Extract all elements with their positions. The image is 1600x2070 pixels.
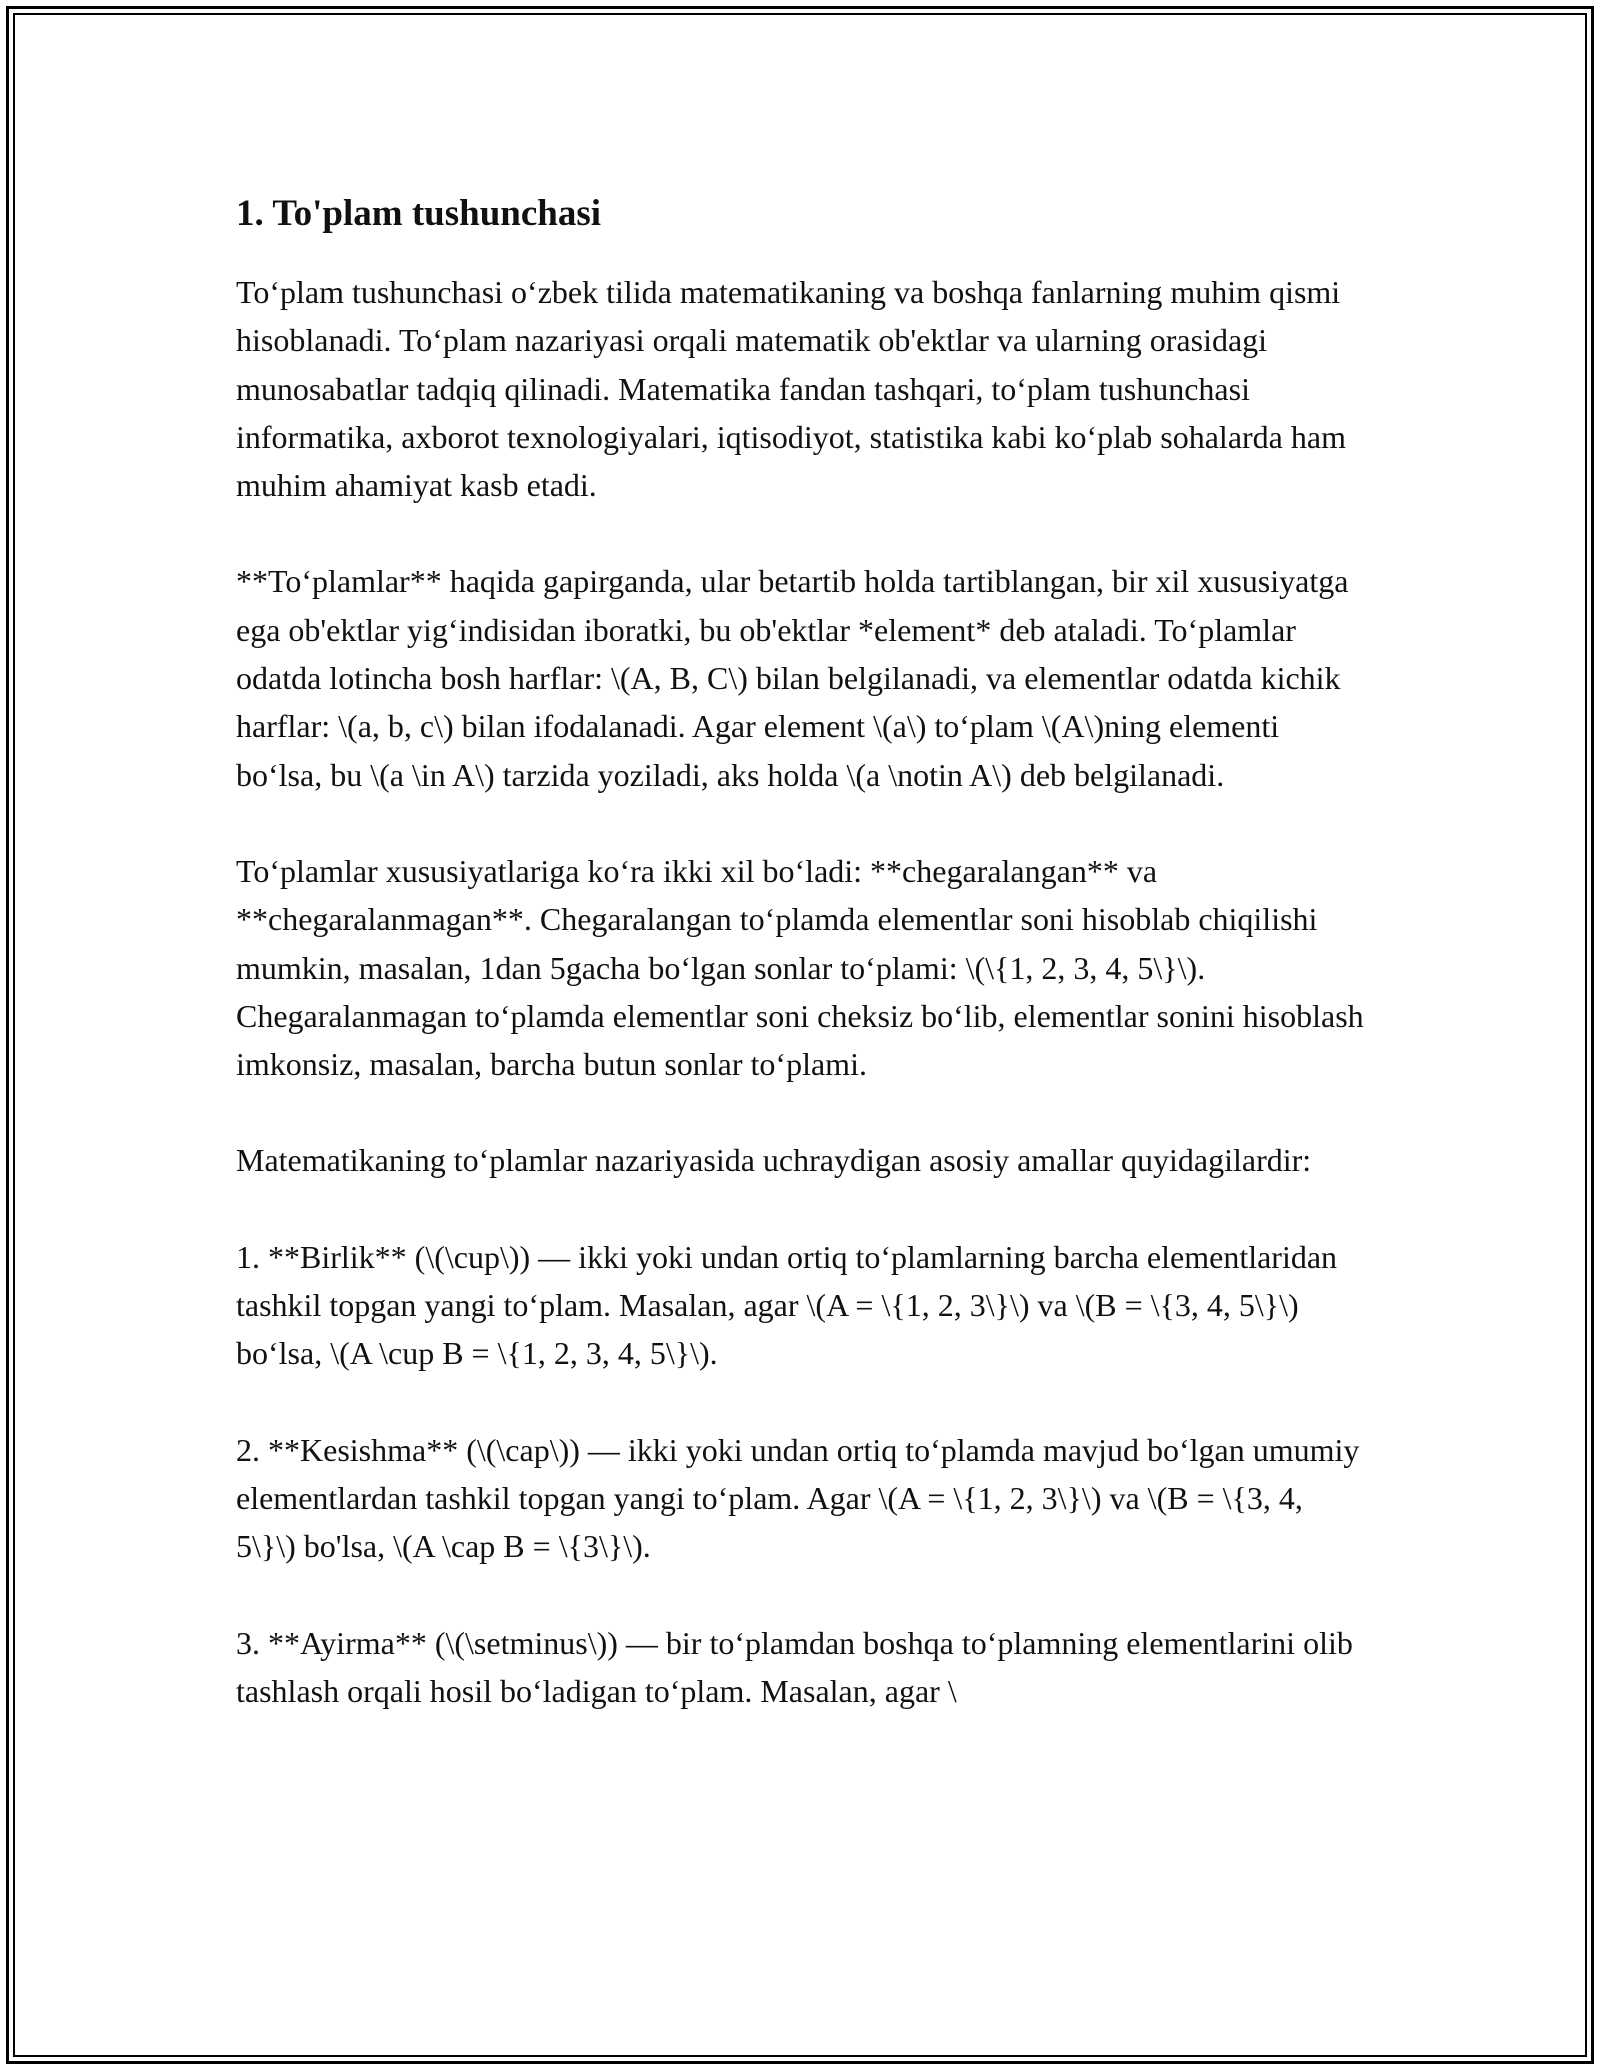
paragraph-definition: **To‘plamlar** haqida gapirganda, ular betartib holda tartiblangan, bir xil xususiyatga ega ob'ektlar yig‘indisidan iboratki, bu ob'ektlar *element* deb ataladi. To‘plamlar odatda lotincha bosh harflar: \(A, B, C\) bilan belgilanadi, va elementlar odatda kichik harflar: \(a, b, c\) bilan ifodalanadi. Agar element \(a\) to‘plam \(A\)ning elementi bo‘lsa, bu \(a \in A\) tarzida yoziladi, aks holda \(a \notin A\) deb belgilanadi. — [236, 563, 1349, 793]
paragraph-intro: To‘plam tushunchasi o‘zbek tilida matematikaning va boshqa fanlarning muhim qismi hisoblanadi. To‘plam nazariyasi orqali matematik ob'ektlar va ularning orasidagi munosabatlar tadqiq qilinadi. Matematika fandan tashqari, to‘plam tushunchasi informatika, axborot texnologiyalari, iqtisodiyot, statistika kabi ko‘plab sohalarda ham muhim ahamiyat kasb etadi. — [236, 274, 1346, 504]
document-body — [236, 188, 1368, 1715]
section-title: 1. To'plam tushunchasi — [236, 193, 602, 234]
paragraph-operations-intro: Matematikaning to‘plamlar nazariyasida uchraydigan asosiy amallar quyidagilardir: — [236, 1142, 1312, 1179]
paragraph-difference: 3. **Ayirma** (\(\setminus\)) — bir to‘plamdan boshqa to‘plamning elementlarini olib tashlash orqali hosil bo‘ladigan to‘plam. Masalan, agar \ — [236, 1624, 1353, 1709]
paragraph-union: 1. **Birlik** (\(\cup\)) — ikki yoki undan ortiq to‘plamlarning barcha elementlaridan tashkil topgan yangi to‘plam. Masalan, agar \(A = \{1, 2, 3\}\) va \(B = \{3, 4, 5\}\) bo‘lsa, \(A \cup B = \{1, 2, 3, 4, 5\}\). — [236, 1238, 1338, 1372]
paragraph-intersection: 2. **Kesishma** (\(\cap\)) — ikki yoki undan ortiq to‘plamda mavjud bo‘lgan umumiy elementlardan tashkil topgan yangi to‘plam. Agar \(A = \{1, 2, 3\}\) va \(B = \{3, 4, 5\}\) bo'lsa, \(A \cap B = \{3\}\). — [236, 1431, 1360, 1565]
paragraph-types: To‘plamlar xususiyatlariga ko‘ra ikki xil bo‘ladi: **chegaralangan** va **chegaralanmagan**. Chegaralangan to‘plamda elementlar soni hisoblab chiqilishi mumkin, masalan, 1dan 5gacha bo‘lgan sonlar to‘plami: \(\{1, 2, 3, 4, 5\}\). Chegaralanmagan to‘plamda elementlar soni cheksiz bo‘lib, elementlar sonini hisoblash imkonsiz, masalan, barcha butun sonlar to‘plami. — [236, 852, 1364, 1083]
